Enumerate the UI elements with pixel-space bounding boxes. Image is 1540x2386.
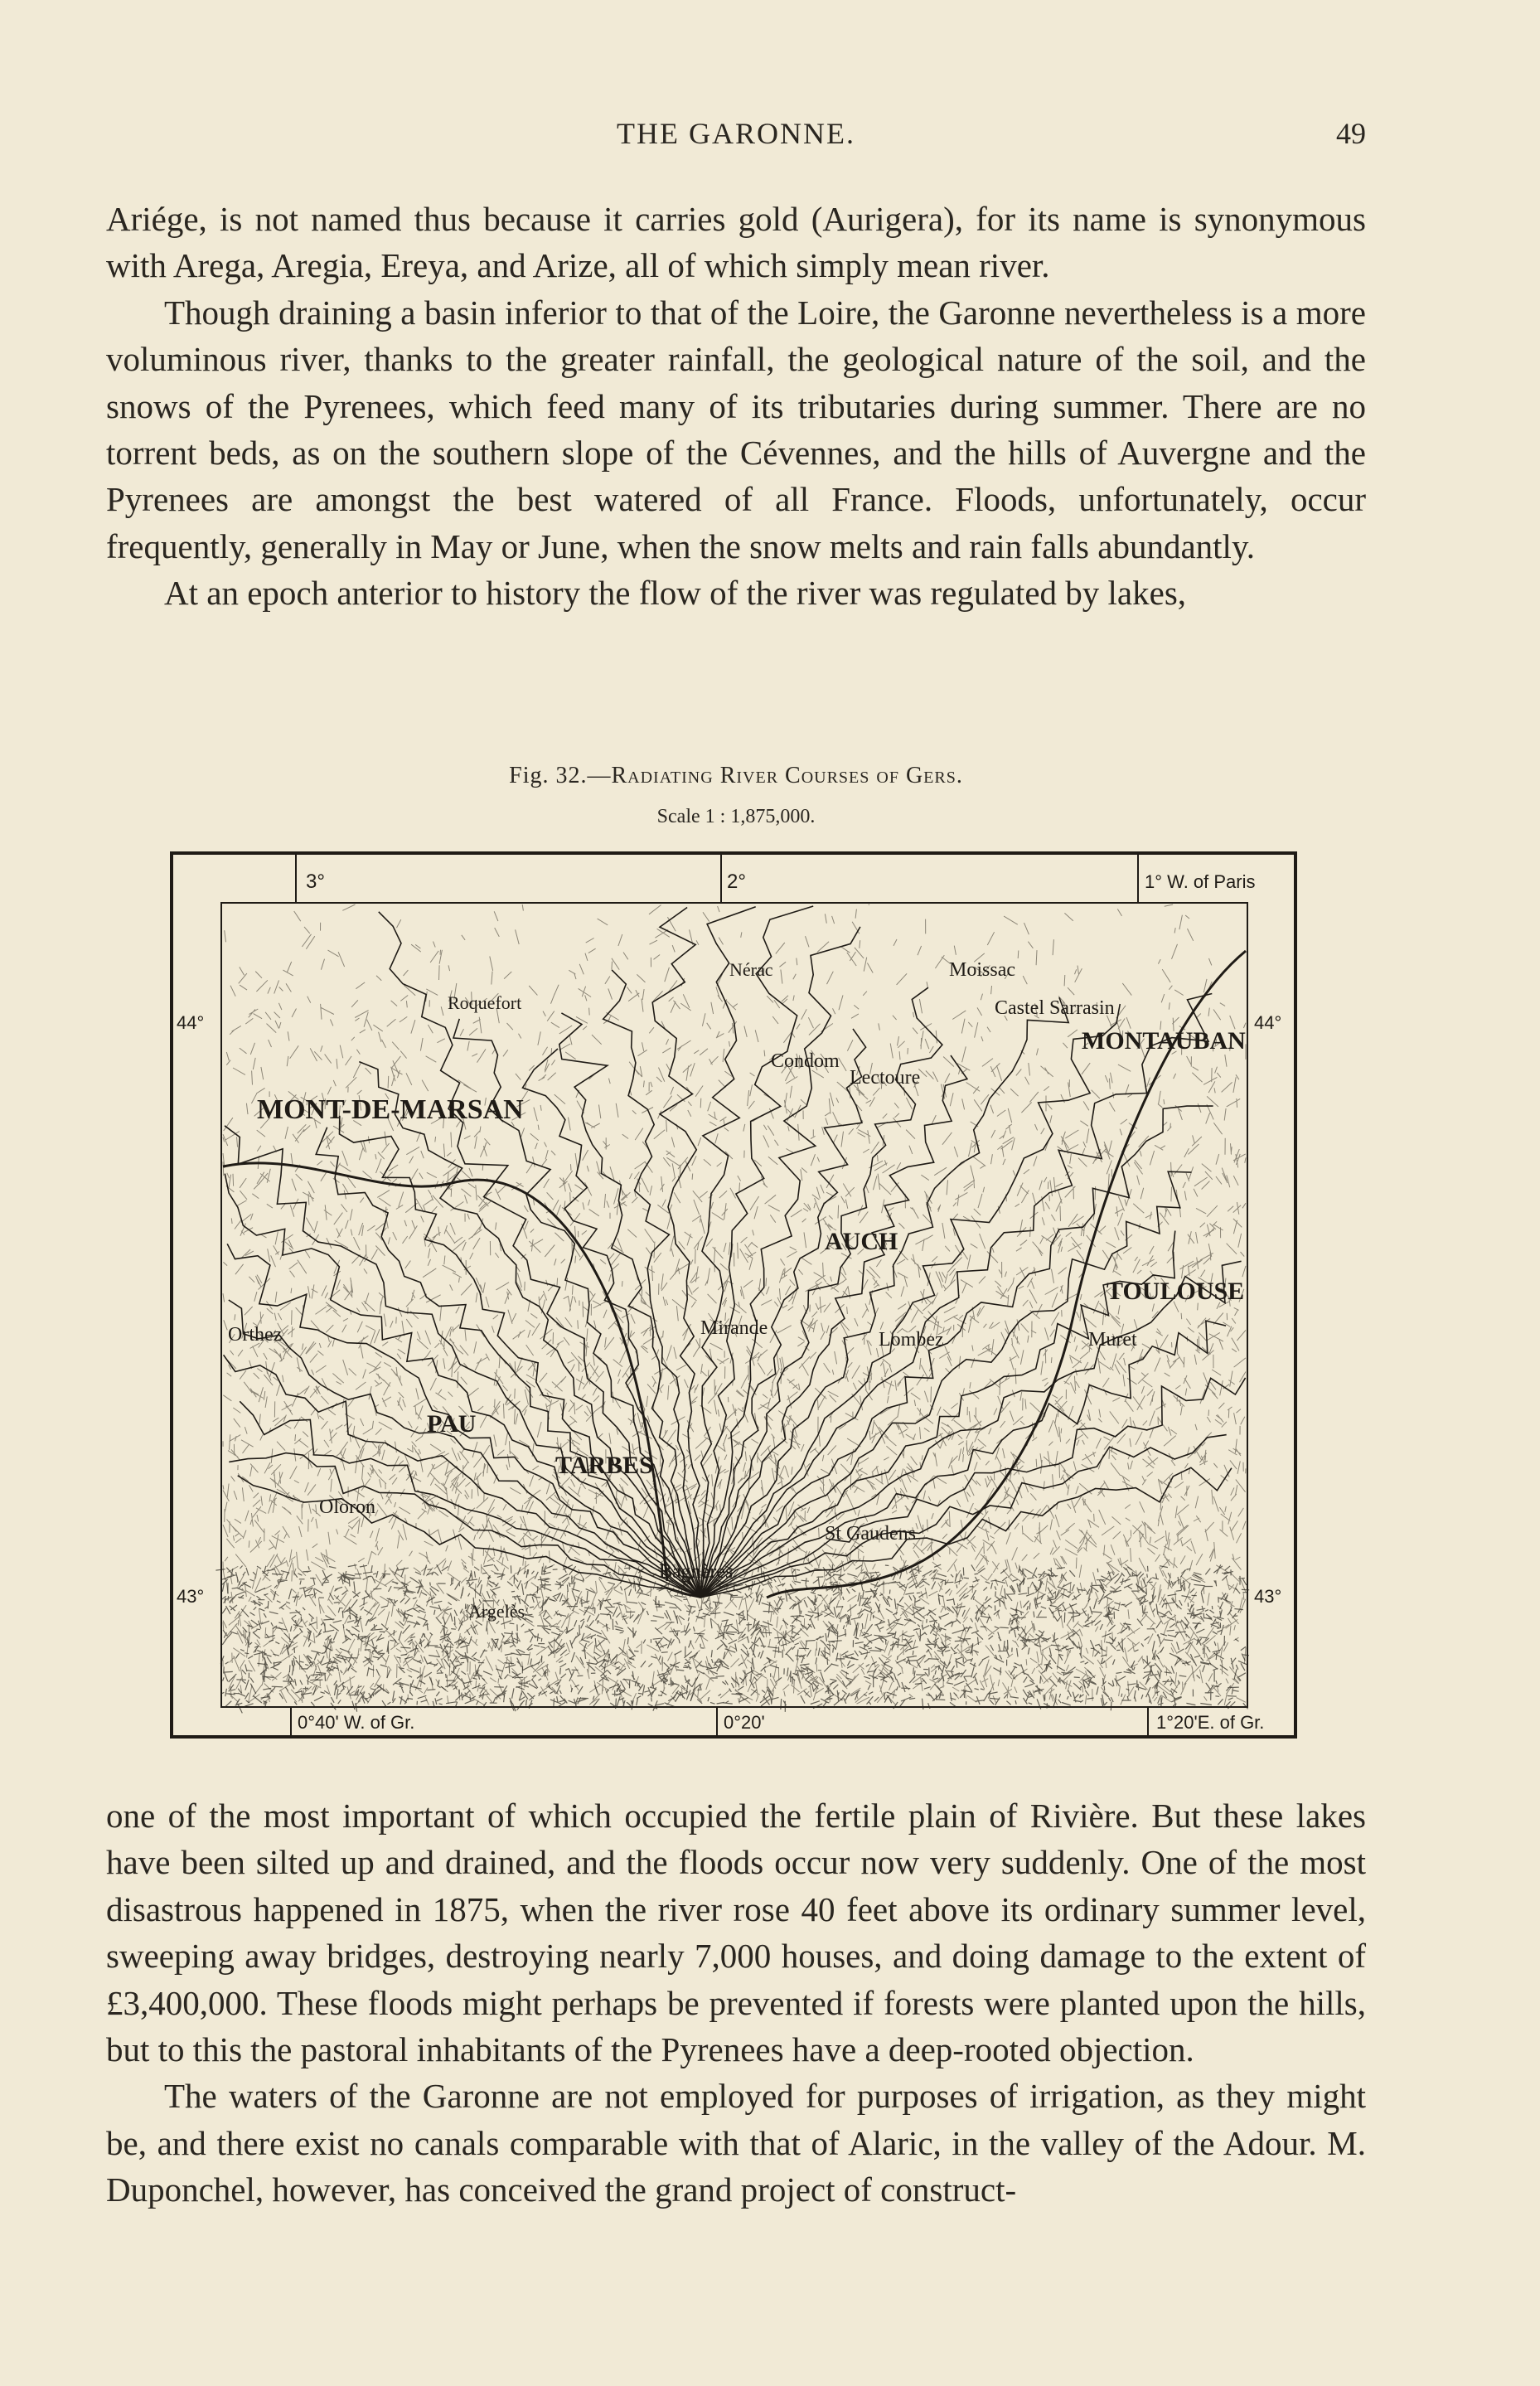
- running-head: [106, 116, 1366, 166]
- place-label-argeles: Argelès: [468, 1601, 525, 1622]
- longitude-bottom-label: 0°20': [724, 1712, 765, 1733]
- paragraph: The waters of the Garonne are not employed for purposes of irrigation, as they might be, and there exist no canals comparable with that of Alaric, in the valley of the Adour. M. Duponchel, however, has conceived the grand project of construct-: [106, 2077, 1366, 2209]
- place-label-auch: AUCH: [825, 1228, 898, 1255]
- paragraph: At an epoch anterior to history the flow of the river was regulated by lakes,: [164, 574, 1187, 613]
- longitude-top-label: 3°: [306, 871, 325, 893]
- longitude-bottom-label: 1°20'E. of Gr.: [1156, 1712, 1265, 1733]
- place-label-lectoure: Lectoure: [850, 1067, 921, 1089]
- latitude-left-label: 43°: [177, 1586, 205, 1607]
- place-label-orthez: Orthez: [228, 1324, 283, 1346]
- paragraph: Though draining a basin inferior to that of the Loire, the Garonne nevertheless is a more voluminous river, thanks to the greater rainfall, the geological nature of the soil, and the snows of the Pyrenees, which feed many of its tributaries during summer. There are no torrent beds, as on the southern slope of the Cévennes, and the hills of Auvergne and the Pyrenees are amongst the best watered of all France. Floods, unfortunately, occur frequently, generally in May or June, when the snow melts and rain falls abundantly.: [106, 293, 1366, 565]
- figure-caption-title: Radiating River Courses of Gers.: [611, 763, 963, 788]
- place-label-castel-sarrasin: Castel Sarrasin: [995, 997, 1115, 1019]
- place-label-bagneres: Bagnères: [659, 1561, 734, 1583]
- place-label-moissac: Moissac: [949, 959, 1015, 981]
- figure-caption-prefix: Fig. 32.—: [509, 763, 612, 788]
- place-label-lombez: Lombez: [879, 1329, 944, 1351]
- longitude-top-label: 1° W. of Paris: [1145, 871, 1256, 892]
- place-label-tarbes: TARBES: [555, 1452, 653, 1479]
- place-label-muret: Muret: [1088, 1329, 1137, 1351]
- map-figure: [170, 851, 1297, 1739]
- paragraph: Ariége, is not named thus because it carries gold (Aurigera), for its name is synonymous with Arega, Aregia, Ereya, and Arize, all of which simply mean river.: [106, 200, 1366, 285]
- figure-scale: Scale 1 : 1,875,000.: [656, 806, 816, 827]
- latitude-right-label: 43°: [1254, 1586, 1282, 1607]
- place-label-mont-de-marsan: MONT-DE-MARSAN: [257, 1094, 524, 1125]
- latitude-left-label: 44°: [177, 1012, 205, 1033]
- place-label-mirande: Mirande: [700, 1317, 768, 1339]
- place-label-st-gaudens: St Gaudens: [825, 1523, 916, 1545]
- longitude-top-label: 2°: [727, 871, 746, 893]
- running-head-title: THE GARONNE.: [617, 117, 855, 150]
- latitude-right-label: 44°: [1254, 1012, 1282, 1033]
- figure-caption: [106, 763, 1366, 789]
- map-svg: [170, 851, 1297, 1739]
- place-label-oloron: Oloron: [319, 1496, 375, 1518]
- text-block-top: [106, 196, 1366, 617]
- place-label-condom: Condom: [771, 1050, 840, 1072]
- place-label-nerac: Nérac: [729, 959, 773, 980]
- place-label-pau: PAU: [427, 1410, 477, 1438]
- place-label-roquefort: Roquefort: [448, 992, 522, 1013]
- paragraph: one of the most important of which occupied the fertile plain of Rivière. But these lakes have been silted up and drained, and the floods occur now very suddenly. One of the most disastrous happened in 1875, when the river rose 40 feet above its ordinary summer level, sweeping away bridges, destroying nearly 7,000 houses, and doing damage to the extent of £3,400,000. These floods might perhaps be prevented if forests were planted upon the hills, but to this the pastoral inhabitants of the Pyrenees have a deep-rooted objection.: [106, 1797, 1366, 2069]
- longitude-bottom-label: 0°40' W. of Gr.: [298, 1712, 415, 1733]
- place-label-toulouse: TOULOUSE: [1107, 1278, 1245, 1305]
- text-block-bottom: [106, 1792, 1366, 2214]
- page-number: 49: [1336, 117, 1366, 150]
- place-label-montauban: MONTAUBAN: [1082, 1027, 1246, 1055]
